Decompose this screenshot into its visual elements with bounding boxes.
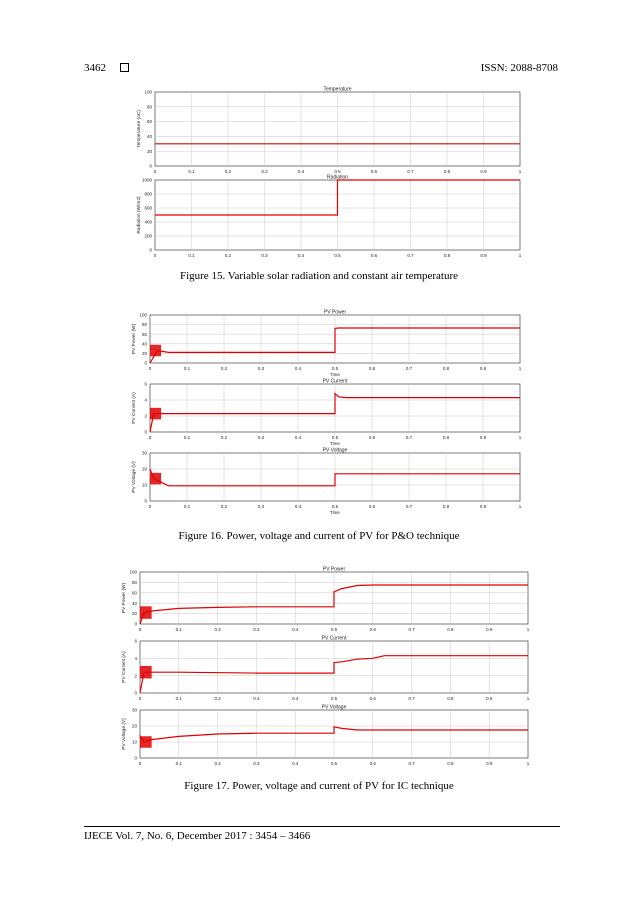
chart-0-x-tick-label: 0.8 (443, 169, 451, 174)
chart-4-y-tick-label: 10 (141, 482, 147, 488)
chart-0-x-tick-label: 0.2 (224, 169, 232, 174)
chart-2-y-tick-label: 80 (141, 322, 147, 328)
chart-0-y-tick-label: 40 (146, 134, 152, 139)
chart-3-x-tick-label: 0 (148, 435, 152, 440)
figure-15-caption: Figure 15. Variable solar radiation and constant air temperature (179, 270, 459, 282)
chart-5-y-tick-label: 100 (129, 569, 137, 575)
chart-3-y-tick-label: 0 (144, 429, 147, 435)
chart-7-x-tick-label: 0.3 (253, 761, 260, 766)
chart-4-x-tick-label: 0.6 (368, 504, 376, 509)
chart-6-x-tick-label: 0.4 (292, 696, 299, 701)
chart-2-x-tick-label: 1 (518, 366, 522, 371)
chart-3-ylabel: PV Current (A) (132, 392, 137, 424)
chart-0-x-tick-label: 0.1 (188, 169, 195, 174)
chart-2-x-tick-label: 0.6 (368, 366, 376, 371)
figure-16-caption: Figure 16. Power, voltage and current of PV for P&O technique (178, 530, 460, 542)
chart-2-y-tick-label: 0 (144, 360, 147, 366)
chart-1-y-tick-label: 0 (149, 247, 152, 253)
chart-1-x-tick-label: 0.6 (370, 253, 378, 258)
chart-0-x-tick-label: 1 (518, 169, 522, 174)
chart-6-x-tick-label: 0.3 (253, 696, 260, 701)
chart-4-x-tick-label: 0.2 (220, 504, 228, 509)
chart-3-x-tick-label: 0.7 (405, 435, 413, 440)
chart-0-y-tick-label: 20 (146, 148, 152, 154)
chart-5-y-tick-label: 0 (134, 621, 137, 627)
chart-7-x-tick-label: 0.8 (447, 761, 454, 766)
chart-2-x-tick-label: 0.8 (442, 366, 450, 371)
chart-0-x-tick-label: 0.7 (407, 169, 414, 174)
chart-7-y-tick-label: 20 (131, 723, 137, 729)
chart-0-x-tick-label: 0.4 (297, 169, 305, 174)
chart-6-x-tick-label: 0.8 (447, 696, 454, 701)
chart-7-x-tick-label: 0.4 (292, 761, 299, 766)
chart-0-x-tick-label: 0.5 (334, 169, 341, 174)
chart-6-title: PV Current (321, 635, 347, 642)
chart-4-title: PV Voltage (322, 447, 348, 454)
chart-6-x-tick-label: 0.2 (214, 696, 221, 701)
chart-3-xlabel: Time (330, 441, 340, 446)
chart-1-x-tick-label: 0.7 (407, 253, 414, 258)
chart-0-x-tick-label: 0.9 (480, 169, 487, 174)
chart-7-ylabel: PV Voltage (V) (122, 718, 127, 750)
chart-5-y-tick-label: 20 (131, 611, 137, 617)
chart-2-title: PV Power (323, 309, 347, 316)
chart-6-x-tick-label: 0.6 (369, 696, 376, 701)
chart-6-y-tick-label: 0 (134, 690, 137, 696)
chart-0-ylabel: Temperature (oC) (137, 110, 142, 148)
chart-6-y-tick-label: 6 (134, 638, 137, 644)
chart-0-y-tick-label: 60 (146, 119, 152, 125)
chart-6-y-tick-label: 2 (134, 673, 137, 679)
chart-6-x-tick-label: 0.1 (175, 696, 182, 701)
chart-3-x-tick-label: 0.3 (257, 435, 265, 440)
chart-5-x-tick-label: 0.5 (330, 627, 338, 632)
chart-1-x-tick-label: 0.5 (334, 253, 341, 258)
chart-3-x-tick-label: 0.8 (442, 435, 450, 440)
chart-5-y-tick-label: 80 (131, 580, 137, 585)
chart-3-x-tick-label: 0.9 (479, 435, 487, 440)
chart-4-x-tick-label: 0 (148, 504, 152, 509)
chart-5-x-tick-label: 0.9 (486, 627, 493, 632)
chart-5-x-tick-label: 1 (526, 627, 530, 632)
issn-label: ISSN: 2088-8708 (480, 62, 558, 74)
chart-6-x-tick-label: 0.7 (408, 696, 415, 701)
chart-6-y-tick-label: 4 (134, 655, 137, 661)
chart-3-title: PV Current (322, 378, 348, 385)
figure-17-caption: Figure 17. Power, voltage and current of PV for IC technique (184, 780, 454, 792)
chart-7-y-tick-label: 0 (134, 755, 137, 761)
chart-5-title: PV Power (322, 566, 346, 573)
chart-5-x-tick-label: 0.2 (214, 627, 221, 632)
chart-1-x-tick-label: 0.3 (261, 253, 268, 258)
chart-4-x-tick-label: 0.8 (442, 504, 450, 509)
chart-2-xlabel: Time (330, 372, 340, 377)
chart-0-x-tick-label: 0.3 (261, 169, 268, 174)
chart-1-y-tick-label: 600 (144, 205, 152, 211)
chart-1-y-tick-label: 800 (144, 191, 152, 197)
chart-7-x-tick-label: 0.1 (175, 761, 182, 766)
chart-6-x-tick-label: 1 (526, 696, 530, 701)
chart-1-title: Radiation (326, 174, 349, 181)
chart-2-y-tick-label: 20 (141, 351, 147, 356)
chart-1-x-tick-label: 0.8 (443, 253, 451, 258)
chart-3-y-tick-label: 2 (144, 413, 147, 419)
chart-3-x-tick-label: 1 (518, 435, 522, 440)
chart-4-x-tick-label: 0.1 (183, 504, 191, 509)
chart-4-x-tick-label: 0.3 (257, 504, 265, 509)
chart-4-x-tick-label: 1 (518, 504, 522, 509)
chart-2-x-tick-label: 0.3 (257, 366, 265, 371)
chart-2-x-tick-label: 0 (148, 366, 152, 371)
chart-2-x-tick-label: 0.9 (479, 366, 487, 371)
chart-5-y-tick-label: 40 (131, 600, 137, 606)
chart-4-y-tick-label: 0 (144, 498, 147, 504)
chart-1-x-tick-label: 0.2 (224, 253, 232, 258)
chart-3-x-tick-label: 0.6 (368, 435, 376, 440)
chart-5-x-tick-label: 0.1 (175, 627, 182, 632)
chart-4-x-tick-label: 0.7 (405, 504, 413, 509)
chart-0-y-tick-label: 0 (149, 163, 152, 169)
chart-7-title: PV Voltage (321, 704, 347, 711)
journal-footer: IJECE Vol. 7, No. 6, December 2017 : 3454 – 3466 (84, 830, 311, 842)
chart-4-x-tick-label: 0.5 (331, 504, 339, 509)
chart-1-x-tick-label: 0.1 (188, 253, 195, 258)
chart-5-x-tick-label: 0.7 (408, 627, 415, 632)
chart-2-x-tick-label: 0.7 (405, 366, 413, 371)
chart-4-y-tick-label: 30 (141, 450, 147, 456)
chart-7-x-tick-label: 0 (138, 761, 142, 766)
chart-5-x-tick-label: 0.6 (369, 627, 376, 632)
chart-4-x-tick-label: 0.9 (479, 504, 487, 509)
chart-3-x-tick-label: 0.4 (294, 435, 302, 440)
chart-1-y-tick-label: 400 (144, 219, 152, 225)
chart-1-ylabel: Radiation (W/m2) (137, 196, 142, 234)
chart-0-title: Temperature (323, 86, 352, 93)
chart-2-x-tick-label: 0.1 (183, 366, 191, 371)
chart-7-x-tick-label: 0.2 (214, 761, 221, 766)
chart-3-y-tick-label: 4 (144, 397, 147, 403)
chart-5-y-tick-label: 60 (131, 590, 137, 596)
chart-7-x-tick-label: 0.9 (486, 761, 493, 766)
chart-5-x-tick-label: 0.8 (447, 627, 454, 632)
chart-1-y-tick-label: 200 (144, 233, 152, 239)
chart-2-y-tick-label: 60 (141, 331, 147, 337)
chart-4-xlabel: Time (330, 510, 340, 515)
chart-7-y-tick-label: 10 (131, 739, 137, 745)
chart-0-y-tick-label: 100 (144, 89, 152, 95)
chart-3-x-tick-label: 0.5 (331, 435, 339, 440)
chart-6-x-tick-label: 0 (138, 696, 142, 701)
chart-7-x-tick-label: 0.7 (408, 761, 415, 766)
chart-5-x-tick-label: 0 (138, 627, 142, 632)
chart-5-x-tick-label: 0.3 (253, 627, 260, 632)
chart-7-y-tick-label: 30 (131, 707, 137, 713)
chart-1-x-tick-label: 1 (518, 253, 522, 258)
chart-1-x-tick-label: 0.9 (480, 253, 487, 258)
chart-4-ylabel: PV Voltage (V) (132, 461, 137, 493)
chart-1-x-tick-label: 0 (153, 253, 157, 258)
footer-rule (84, 826, 560, 827)
chart-3-y-tick-label: 6 (144, 381, 147, 387)
chart-0-y-tick-label: 80 (146, 104, 152, 110)
chart-2-x-tick-label: 0.2 (220, 366, 228, 371)
chart-2-y-tick-label: 40 (141, 341, 147, 347)
chart-3-x-tick-label: 0.2 (220, 435, 228, 440)
chart-3-x-tick-label: 0.1 (183, 435, 191, 440)
chart-2-ylabel: PV Power (W) (132, 323, 137, 355)
page-number: 3462 (84, 62, 106, 74)
chart-1-y-tick-label: 1000 (141, 177, 152, 183)
chart-0-x-tick-label: 0.6 (370, 169, 378, 174)
chart-5-ylabel: PV Power (W) (122, 582, 127, 614)
chart-2-x-tick-label: 0.5 (331, 366, 339, 371)
chart-4-x-tick-label: 0.4 (294, 504, 302, 509)
chart-6-x-tick-label: 0.9 (486, 696, 493, 701)
chart-7-x-tick-label: 1 (526, 761, 530, 766)
chart-2-x-tick-label: 0.4 (294, 366, 302, 371)
chart-6-ylabel: PV Current (A) (122, 651, 127, 683)
chart-7-x-tick-label: 0.6 (369, 761, 376, 766)
chart-0-x-tick-label: 0 (153, 169, 157, 174)
chart-1-x-tick-label: 0.4 (297, 253, 305, 258)
chart-2-y-tick-label: 100 (139, 312, 147, 318)
chart-7-x-tick-label: 0.5 (330, 761, 338, 766)
chart-4-y-tick-label: 20 (141, 466, 147, 472)
chart-5-x-tick-label: 0.4 (292, 627, 299, 632)
chart-6-x-tick-label: 0.5 (330, 696, 338, 701)
